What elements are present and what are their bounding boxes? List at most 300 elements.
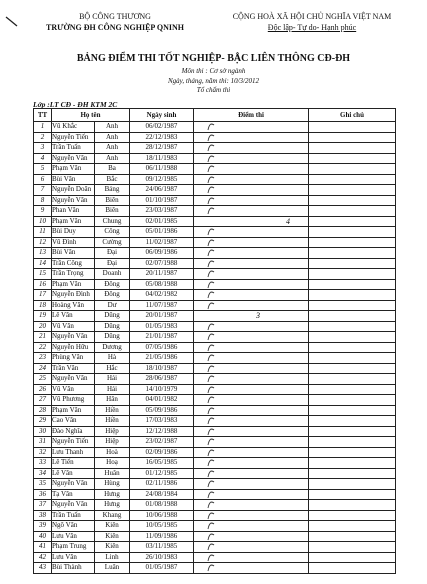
row-note [309,300,396,311]
row-number: 21 [34,332,52,343]
row-number: 40 [34,531,52,542]
row-note [309,416,396,427]
col-header-score: Điểm thi [194,109,309,122]
row-given-name: Hải [95,374,130,385]
initials-mark-icon [206,228,216,236]
row-surname: Trần Công [52,258,95,269]
row-given-name: Huân [95,468,130,479]
row-score [194,395,309,406]
col-header-name: Họ tên [52,109,130,122]
row-surname: Phạm Văn [52,405,95,416]
row-number: 1 [34,122,52,133]
row-surname: Nguyễn Đình [52,290,95,301]
table-row [34,489,396,500]
initials-mark-icon [206,281,216,289]
table-row [34,374,396,385]
national-motto: Độc lập- Tự do- Hạnh phúc [267,23,357,32]
row-surname: Nguyễn Văn [52,332,95,343]
row-given-name: Kiên [95,531,130,542]
table-row [34,227,396,238]
row-given-name: Anh [95,122,130,133]
table-row [34,206,396,217]
row-score [194,258,309,269]
row-dob: 04/02/1982 [130,290,194,301]
row-number: 33 [34,458,52,469]
row-surname: Lưu Văn [52,531,95,542]
row-note [309,185,396,196]
row-note [309,479,396,490]
initials-mark-icon [206,197,216,205]
row-score [194,216,309,227]
row-surname: Nguyễn Tiến [52,132,95,143]
row-surname: Bùi Duy [52,227,95,238]
initials-mark-icon [206,207,216,215]
row-number: 25 [34,374,52,385]
row-dob: 02/09/1986 [130,447,194,458]
row-number: 28 [34,405,52,416]
row-dob: 06/11/1988 [130,164,194,175]
row-dob: 05/09/1986 [130,405,194,416]
row-note [309,395,396,406]
school-name: TRƯỜNG ĐH CÔNG NGHIỆP QNINH [46,23,184,32]
table-row [34,311,396,322]
row-surname: Nguyễn Văn [52,500,95,511]
row-given-name: Chung [95,216,130,227]
table-row [34,447,396,458]
row-score [194,248,309,259]
row-score [194,237,309,248]
row-surname: Vũ Văn [52,384,95,395]
row-note [309,132,396,143]
table-row [34,353,396,364]
initials-mark-icon [206,123,216,131]
row-note [309,447,396,458]
row-score [194,132,309,143]
sheet-title: BẢNG ĐIỂM THI TỐT NGHIỆP- BẬC LIÊN THÔNG CĐ-ĐH [76,53,351,64]
row-note [309,531,396,542]
row-surname: Nguyễn Hữu [52,342,95,353]
row-surname: Nguyễn Doãn [52,185,95,196]
table-row [34,216,396,227]
row-given-name: Dũng [95,321,130,332]
initials-mark-icon [206,533,216,541]
row-score [194,479,309,490]
row-note [309,437,396,448]
row-score [194,300,309,311]
row-score [194,363,309,374]
row-note [309,332,396,343]
row-dob: 20/01/1987 [130,311,194,322]
row-number: 22 [34,342,52,353]
row-score [194,185,309,196]
row-score [194,447,309,458]
table-row [34,122,396,133]
row-note [309,321,396,332]
exam-date: Ngày, tháng, năm thi: 10/3/2012 [168,77,259,85]
row-note [309,521,396,532]
row-surname: Phạm Trung [52,542,95,553]
row-surname: Hoàng Văn [52,300,95,311]
row-note [309,510,396,521]
row-score [194,384,309,395]
row-surname: Trần Trọng [52,269,95,280]
row-given-name: Công [95,227,130,238]
initials-mark-icon [206,323,216,331]
row-dob: 02/01/1985 [130,216,194,227]
row-given-name: Ba [95,164,130,175]
row-dob: 10/06/1988 [130,510,194,521]
row-surname: Nguyễn Tiến [52,437,95,448]
row-dob: 06/09/1986 [130,248,194,259]
row-dob: 06/02/1987 [130,122,194,133]
row-score [194,416,309,427]
row-number: 27 [34,395,52,406]
row-number: 12 [34,237,52,248]
initials-mark-icon [206,155,216,163]
row-score [194,510,309,521]
row-given-name: Dũng [95,311,130,322]
row-dob: 20/11/1987 [130,269,194,280]
row-score [194,174,309,185]
row-surname: Bùi Thành [52,563,95,574]
table-row [34,300,396,311]
row-given-name: Dư [95,300,130,311]
row-dob: 23/02/1987 [130,437,194,448]
row-note [309,143,396,154]
row-number: 17 [34,290,52,301]
row-given-name: Hân [95,395,130,406]
row-surname: Lưu Thanh [52,447,95,458]
row-dob: 11/02/1987 [130,237,194,248]
row-surname: Nguyễn Văn [52,195,95,206]
initials-mark-icon [206,449,216,457]
row-score [194,164,309,175]
row-number: 10 [34,216,52,227]
row-note [309,195,396,206]
grading-board: Tổ chấm thi [196,86,231,94]
initials-mark-icon [206,249,216,257]
row-note [309,342,396,353]
initials-mark-icon [206,260,216,268]
row-surname: Phạm Văn [52,279,95,290]
row-note [309,311,396,322]
row-dob: 23/03/1987 [130,206,194,217]
table-row [34,132,396,143]
row-number: 32 [34,447,52,458]
row-surname: Bùi Văn [52,248,95,259]
row-dob: 21/01/1987 [130,332,194,343]
row-note [309,279,396,290]
row-note [309,237,396,248]
row-given-name: Hiệp [95,426,130,437]
row-given-name: Hiệp [95,437,130,448]
row-given-name: Dương [95,342,130,353]
row-number: 30 [34,426,52,437]
table-row [34,185,396,196]
row-score [194,531,309,542]
row-surname: Phùng Văn [52,353,95,364]
row-given-name: Biên [95,206,130,217]
row-given-name: Đông [95,279,130,290]
initials-mark-icon [206,386,216,394]
row-dob: 01/12/1985 [130,468,194,479]
row-note [309,269,396,280]
row-number: 15 [34,269,52,280]
row-number: 19 [34,311,52,322]
row-number: 41 [34,542,52,553]
row-dob: 01/05/1983 [130,321,194,332]
row-dob: 03/11/1985 [130,542,194,553]
row-surname: Trần Văn [52,363,95,374]
row-dob: 22/12/1983 [130,132,194,143]
row-score [194,143,309,154]
row-number: 35 [34,479,52,490]
row-dob: 09/12/1985 [130,174,194,185]
initials-mark-icon [206,501,216,509]
row-given-name: Bắc [95,174,130,185]
row-number: 5 [34,164,52,175]
row-note [309,206,396,217]
table-row [34,552,396,563]
initials-mark-icon [206,522,216,530]
initials-mark-icon [206,428,216,436]
table-row [34,437,396,448]
row-given-name: Linh [95,552,130,563]
score-value: 4 [286,216,290,226]
table-row [34,479,396,490]
initials-mark-icon [206,291,216,299]
row-given-name: Hưng [95,489,130,500]
table-row [34,500,396,511]
initials-mark-icon [206,396,216,404]
row-dob: 18/10/1987 [130,363,194,374]
table-row [34,164,396,175]
row-dob: 14/10/1979 [130,384,194,395]
institution-header [40,11,190,33]
row-number: 24 [34,363,52,374]
row-surname: Nguyễn Văn [52,374,95,385]
row-given-name: Khang [95,510,130,521]
table-row [34,153,396,164]
row-dob: 26/10/1983 [130,552,194,563]
table-row [34,342,396,353]
row-surname: Lê Văn [52,311,95,322]
row-dob: 05/08/1988 [130,279,194,290]
exam-subject: Môn thi : Cơ sở ngành [181,67,246,75]
initials-mark-icon [206,438,216,446]
col-header-tt: TT [34,109,52,122]
row-score [194,353,309,364]
row-given-name: Đại [95,248,130,259]
row-dob: 01/10/1987 [130,195,194,206]
row-given-name: Hiền [95,405,130,416]
table-row [34,258,396,269]
row-note [309,500,396,511]
row-surname: Vũ Khắc [52,122,95,133]
row-score [194,458,309,469]
row-note [309,426,396,437]
initials-mark-icon [206,176,216,184]
row-dob: 01/08/1988 [130,500,194,511]
row-dob: 01/05/1987 [130,563,194,574]
check-mark-icon [5,14,19,28]
row-dob: 24/08/1984 [130,489,194,500]
row-score [194,206,309,217]
table-row [34,290,396,301]
table-row [34,269,396,280]
table-row [34,248,396,259]
row-given-name: Hoà [95,447,130,458]
row-given-name: Hiền [95,416,130,427]
initials-mark-icon [206,333,216,341]
initials-mark-icon [206,459,216,467]
row-surname: Vũ Phương [52,395,95,406]
row-dob: 16/05/1985 [130,458,194,469]
row-surname: Cao Văn [52,416,95,427]
row-note [309,458,396,469]
row-dob: 11/09/1986 [130,531,194,542]
row-given-name: Đông [95,290,130,301]
row-note [309,489,396,500]
table-row [34,332,396,343]
score-value: 3 [256,311,260,320]
row-note [309,153,396,164]
row-given-name: Hải [95,384,130,395]
row-given-name: Anh [95,153,130,164]
row-given-name: Cường [95,237,130,248]
row-score [194,468,309,479]
grade-table [33,108,396,574]
row-given-name: Kiên [95,521,130,532]
row-score [194,552,309,563]
row-surname: Phan Văn [52,206,95,217]
row-surname: Phạm Văn [52,216,95,227]
row-number: 3 [34,143,52,154]
table-row [34,143,396,154]
row-number: 2 [34,132,52,143]
row-given-name: Đại [95,258,130,269]
row-note [309,363,396,374]
row-dob: 02/11/1986 [130,479,194,490]
row-score [194,426,309,437]
row-note [309,384,396,395]
row-given-name: Anh [95,132,130,143]
table-row [34,416,396,427]
row-given-name: Bảng [95,185,130,196]
table-row [34,195,396,206]
table-row [34,363,396,374]
row-number: 38 [34,510,52,521]
row-given-name: Doanh [95,269,130,280]
row-number: 4 [34,153,52,164]
row-given-name: Luân [95,563,130,574]
row-dob: 04/01/1982 [130,395,194,406]
row-number: 11 [34,227,52,238]
row-dob: 18/11/1983 [130,153,194,164]
row-note [309,258,396,269]
row-number: 42 [34,552,52,563]
initials-mark-icon [206,144,216,152]
row-number: 14 [34,258,52,269]
initials-mark-icon [206,407,216,415]
row-dob: 28/06/1987 [130,374,194,385]
row-dob: 21/05/1986 [130,353,194,364]
initials-mark-icon [206,512,216,520]
row-note [309,405,396,416]
table-row [34,468,396,479]
table-row [34,395,396,406]
table-row [34,174,396,185]
table-row [34,458,396,469]
row-number: 43 [34,563,52,574]
table-row [34,321,396,332]
row-dob: 12/12/1988 [130,426,194,437]
row-given-name: Kiên [95,542,130,553]
row-surname: Vũ Đình [52,237,95,248]
initials-mark-icon [206,375,216,383]
row-dob: 28/12/1987 [130,143,194,154]
row-number: 7 [34,185,52,196]
row-given-name: Hà [95,353,130,364]
table-row [34,531,396,542]
row-score [194,563,309,574]
row-score [194,542,309,553]
initials-mark-icon [206,491,216,499]
row-note [309,563,396,574]
initials-mark-icon [206,554,216,562]
row-number: 36 [34,489,52,500]
ministry-name: BỘ CÔNG THƯƠNG [79,12,151,21]
row-score [194,437,309,448]
row-score [194,279,309,290]
initials-mark-icon [206,564,216,572]
table-row [34,521,396,532]
row-score [194,153,309,164]
row-note [309,290,396,301]
initials-mark-icon [206,165,216,173]
table-row [34,542,396,553]
row-given-name: Dũng [95,332,130,343]
row-number: 23 [34,353,52,364]
row-note [309,353,396,364]
row-surname: Lê Văn [52,468,95,479]
row-score [194,500,309,511]
initials-mark-icon [206,354,216,362]
class-label: Lớp :LT CĐ - ĐH KTM 2C [33,100,118,109]
row-score [194,321,309,332]
row-surname: Nguyễn Văn [52,479,95,490]
table-row [34,563,396,574]
initials-mark-icon [206,302,216,310]
initials-mark-icon [206,344,216,352]
table-row [34,237,396,248]
row-number: 6 [34,174,52,185]
row-number: 13 [34,248,52,259]
row-surname: Trần Tuấn [52,510,95,521]
row-number: 9 [34,206,52,217]
table-header-row [34,109,396,122]
row-surname: Tạ Văn [52,489,95,500]
table-row [34,510,396,521]
country-name: CỘNG HOÀ XÃ HỘI CHỦ NGHĨA VIỆT NAM [232,12,392,21]
row-number: 34 [34,468,52,479]
row-note [309,374,396,385]
initials-mark-icon [206,239,216,247]
row-given-name: Hoạ [95,458,130,469]
row-note [309,468,396,479]
row-number: 26 [34,384,52,395]
row-score [194,521,309,532]
